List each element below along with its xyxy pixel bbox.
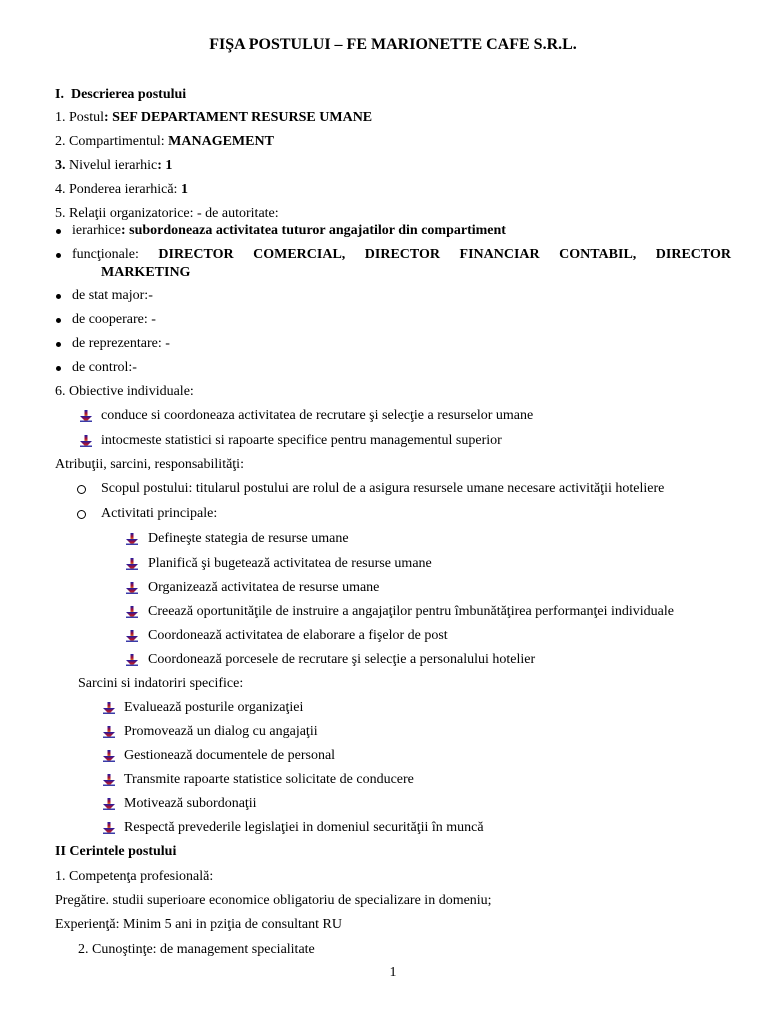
ierarhice-value: : subordoneaza activitatea tuturor angajatilor din compartiment	[120, 223, 506, 238]
main-activity-item: Defineşte stategia de resurse umane	[148, 531, 349, 546]
department-value: MANAGEMENT	[168, 134, 274, 149]
section-1-heading	[55, 86, 186, 104]
functionale-label: funcţionale:	[72, 247, 159, 262]
specific-task-item: Promovează un dialog cu angajaţii	[124, 724, 318, 739]
disc-bullet-icon	[56, 318, 61, 323]
main-activities-label: Activitati principale:	[101, 506, 218, 521]
disc-bullet-icon	[56, 342, 61, 347]
down-arrow-bullet-icon	[126, 533, 138, 545]
ierarhice-label: ierarhice	[72, 223, 121, 238]
department-line	[55, 133, 274, 151]
disc-bullet-icon	[56, 253, 61, 258]
specific-task-item: Respectă prevederile legislaţiei in domeniul securităţii în muncă	[124, 820, 484, 835]
main-activity-item: Organizează activitatea de resurse umane	[148, 580, 380, 595]
hierarchy-weight-label: 4. Ponderea ierarhică:	[55, 182, 181, 197]
down-arrow-bullet-icon	[103, 702, 115, 714]
down-arrow-bullet-icon	[103, 822, 115, 834]
relation-cooperare: de cooperare: -	[72, 312, 156, 327]
document-title: FIŞA POSTULUI – FE MARIONETTE CAFE S.R.L.	[209, 36, 577, 53]
down-arrow-bullet-icon	[103, 726, 115, 738]
objective-item: intocmeste statistici si rapoarte specifice pentru managementul superior	[101, 433, 502, 448]
down-arrow-bullet-icon	[126, 654, 138, 666]
functionale-value: DIRECTOR COMERCIAL, DIRECTOR FINANCIAR CONTABIL, DIRECTOR	[158, 247, 731, 262]
training-requirement: Pregătire. studii superioare economice obligatoriu de specializare in domeniu;	[55, 893, 492, 908]
relation-ierarhice	[72, 222, 506, 240]
specific-task-item: Transmite rapoarte statistice solicitate de conducere	[124, 772, 414, 787]
hierarchy-weight-value: 1	[180, 182, 188, 197]
relation-stat-major: de stat major:-	[72, 288, 153, 303]
competence-label: 1. Competenţa profesională:	[55, 869, 214, 884]
down-arrow-bullet-icon	[80, 410, 92, 422]
knowledge-requirement: 2. Cunoştinţe: de management specialitate	[78, 942, 315, 957]
objectives-label: 6. Obiective individuale:	[55, 384, 194, 399]
main-activity-item: Coordonează porcesele de recrutare şi selecţie a personalului hotelier	[148, 652, 536, 667]
post-label: 1. Postul	[55, 110, 105, 125]
hierarchy-level-number: 3.	[55, 158, 66, 173]
section-1-title: Descrierea postului	[70, 87, 187, 102]
down-arrow-bullet-icon	[126, 606, 138, 618]
functionale-value-continued: MARKETING	[101, 265, 191, 280]
job-scope: Scopul postului: titularul postului are rolul de a asigura resursele umane necesare activităţii hoteliere	[101, 481, 665, 496]
main-activity-item: Planifică şi bugetează activitatea de resurse umane	[148, 556, 432, 571]
objective-item: conduce si coordoneaza activitatea de recrutare şi selecţie a resurselor umane	[101, 408, 534, 423]
relation-control: de control:-	[72, 360, 137, 375]
down-arrow-bullet-icon	[126, 558, 138, 570]
hierarchy-level-value: : 1	[157, 158, 173, 173]
down-arrow-bullet-icon	[103, 798, 115, 810]
down-arrow-bullet-icon	[80, 435, 92, 447]
relation-functionale	[72, 246, 731, 264]
specific-task-item: Gestionează documentele de personal	[124, 748, 336, 763]
circle-bullet-icon	[77, 485, 86, 494]
department-label: 2. Compartimentul:	[55, 134, 169, 149]
duties-label: Atribuţii, sarcini, responsabilităţi:	[55, 457, 244, 472]
circle-bullet-icon	[77, 510, 86, 519]
disc-bullet-icon	[56, 229, 61, 234]
section-1-number: I.	[55, 87, 64, 102]
page-number: 1	[389, 965, 397, 980]
post-line	[55, 109, 372, 127]
specific-tasks-label: Sarcini si indatoriri specifice:	[78, 676, 244, 691]
relations-line: 5. Relaţii organizatorice: - de autoritate:	[55, 206, 279, 221]
relation-reprezentare: de reprezentare: -	[72, 336, 170, 351]
disc-bullet-icon	[56, 366, 61, 371]
hierarchy-level-line	[55, 157, 172, 175]
post-value: : SEF DEPARTAMENT RESURSE UMANE	[104, 110, 373, 125]
main-activity-item: Creează oportunităţile de instruire a angajaţilor pentru îmbunătăţirea performanţei individuale	[148, 604, 674, 619]
down-arrow-bullet-icon	[103, 774, 115, 786]
hierarchy-level-label: Nivelul ierarhic	[65, 158, 158, 173]
specific-task-item: Motivează subordonaţii	[124, 796, 257, 811]
down-arrow-bullet-icon	[126, 630, 138, 642]
main-activity-item: Coordonează activitatea de elaborare a fişelor de post	[148, 628, 448, 643]
specific-task-item: Evaluează posturile organizaţiei	[124, 700, 304, 715]
section-2-heading: II Cerintele postului	[55, 844, 177, 859]
hierarchy-weight-line	[55, 181, 188, 199]
down-arrow-bullet-icon	[126, 582, 138, 594]
disc-bullet-icon	[56, 294, 61, 299]
down-arrow-bullet-icon	[103, 750, 115, 762]
experience-requirement: Experienţă: Minim 5 ani in pziţia de consultant RU	[55, 917, 342, 932]
